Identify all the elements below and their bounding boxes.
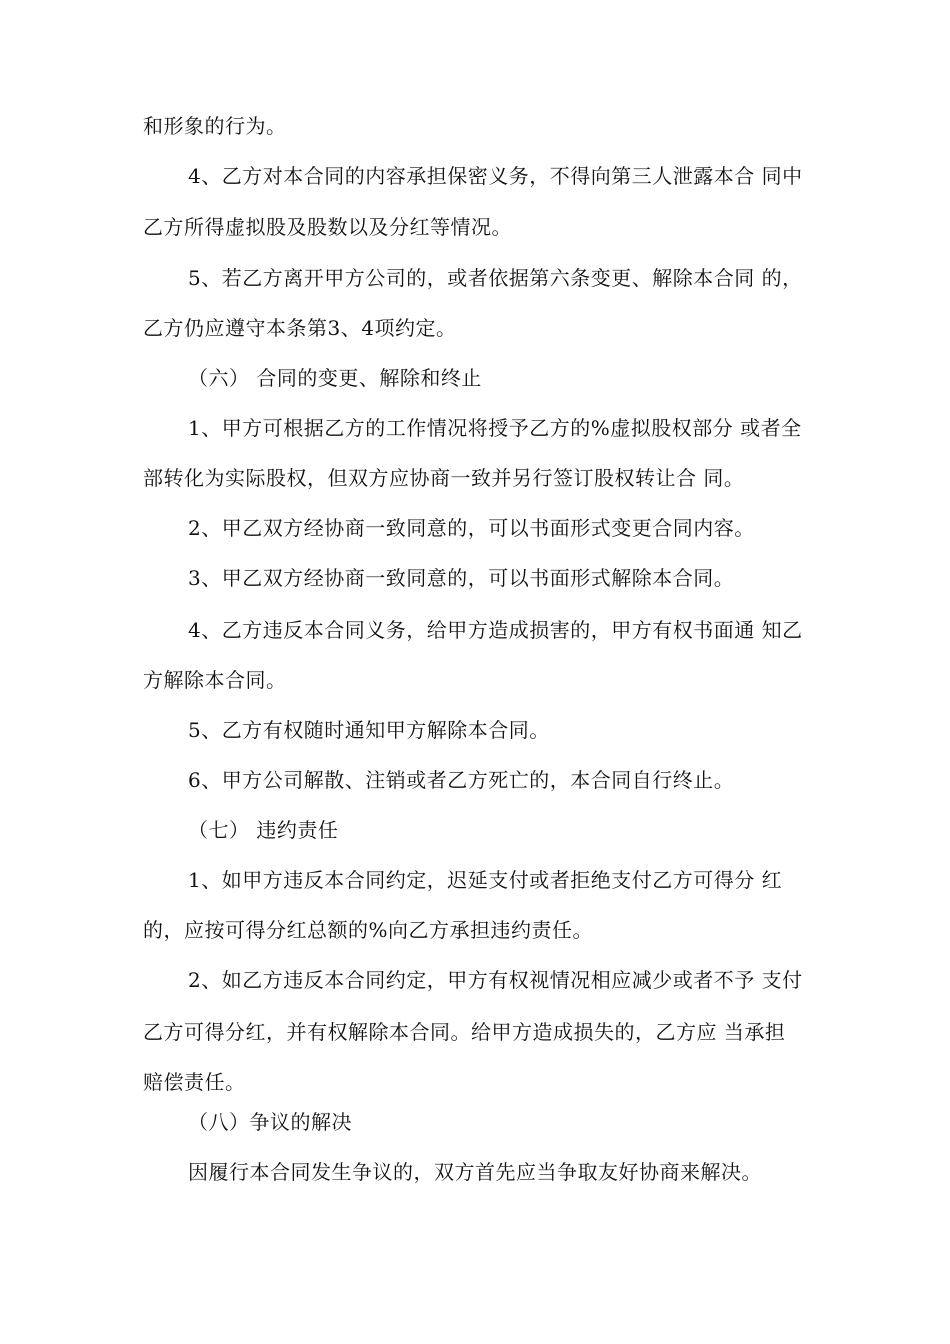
clause-6-3: 3、甲乙双方经协商一致同意的，可以书面形式解除本合同。	[188, 566, 735, 590]
clause-6-2: 2、甲乙双方经协商一致同意的，可以书面形式变更合同内容。	[188, 516, 755, 540]
text-line: 赔偿责任。	[143, 1070, 246, 1094]
clause-5-4: 4、乙方对本合同的内容承担保密义务，不得向第三人泄露本合 同中	[188, 164, 803, 188]
clause-6-6: 6、甲方公司解散、注销或者乙方死亡的，本合同自行终止。	[188, 768, 735, 792]
text-line: 的，应按可得分红总额的%向乙方承担违约责任。	[143, 918, 594, 942]
section-heading-8: （八）争议的解决	[188, 1110, 352, 1134]
text-line: 乙方所得虚拟股及股数以及分红等情况。	[143, 215, 512, 239]
clause-5-5: 5、若乙方离开甲方公司的，或者依据第六条变更、解除本合同 的，	[188, 266, 803, 290]
text-line: 乙方可得分红，并有权解除本合同。给甲方造成损失的，乙方应 当承担	[143, 1020, 786, 1044]
clause-7-2: 2、如乙方违反本合同约定，甲方有权视情况相应减少或者不予 支付	[188, 968, 803, 992]
clause-6-5: 5、乙方有权随时通知甲方解除本合同。	[188, 718, 550, 742]
section-heading-7: （七） 违约责任	[188, 818, 339, 842]
section-heading-6: （六） 合同的变更、解除和终止	[188, 366, 482, 390]
text-line: 和形象的行为。	[143, 114, 287, 138]
text-line: 部转化为实际股权，但双方应协商一致并另行签订股权转让合 同。	[143, 466, 745, 490]
text-line: 乙方仍应遵守本条第3、4项约定。	[143, 316, 457, 340]
text-line: 方解除本合同。	[143, 668, 287, 692]
clause-8-1: 因履行本合同发生争议的，双方首先应当争取友好协商来解决。	[188, 1160, 762, 1184]
clause-6-4: 4、乙方违反本合同义务，给甲方造成损害的，甲方有权书面通 知乙	[188, 618, 803, 642]
clause-6-1: 1、甲方可根据乙方的工作情况将授予乙方的%虚拟股权部分 或者全	[188, 416, 802, 440]
clause-7-1: 1、如甲方违反本合同约定，迟延支付或者拒绝支付乙方可得分 红	[188, 868, 783, 892]
